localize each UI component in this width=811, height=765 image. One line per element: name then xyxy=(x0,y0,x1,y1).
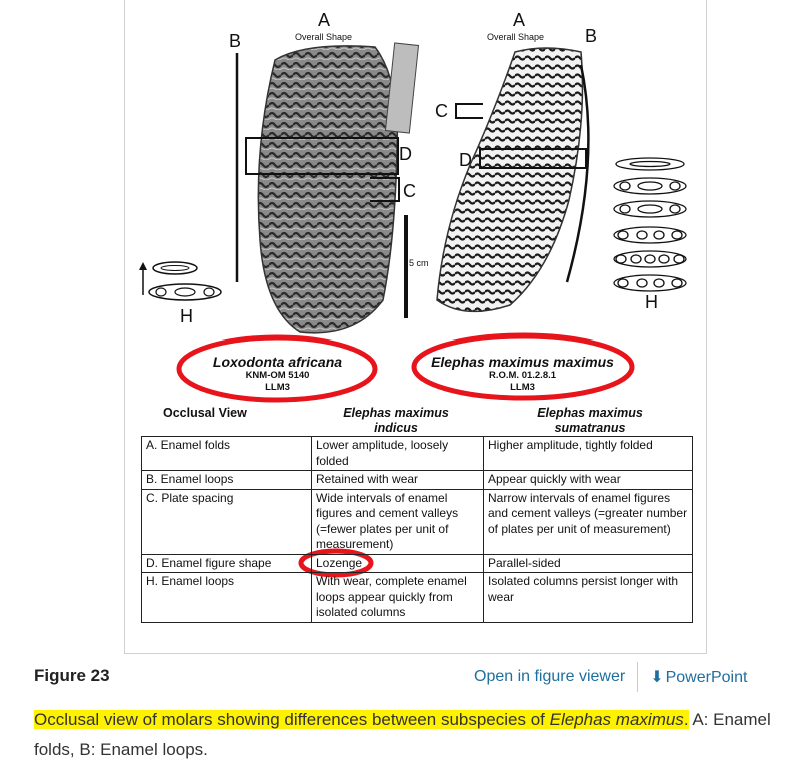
caption-italic-2: maximus xyxy=(615,710,684,729)
figure-links xyxy=(474,662,747,692)
table-row xyxy=(142,554,693,573)
label-h-right: H xyxy=(645,292,658,312)
label-a-right: A xyxy=(513,10,526,30)
header-occlusal-view: Occlusal View xyxy=(163,406,247,420)
species-right-id: R.O.M. 01.2.8.1 xyxy=(488,370,557,381)
label-d-right: D xyxy=(459,150,472,170)
table-cell: Wide intervals of enamel figures and cement valleys (=fewer plates per unit of measurement) xyxy=(312,489,484,554)
caption-italic-1: Elephas xyxy=(549,710,612,729)
comparison-table xyxy=(141,436,693,623)
species-left-name: Loxodonta africana xyxy=(212,354,343,370)
table-cell: C. Plate spacing xyxy=(142,489,312,554)
species-right-name: Elephas maximus maximus xyxy=(431,354,614,370)
table-cell: With wear, complete enamel loops appear quickly from isolated columns xyxy=(312,573,484,623)
table-cell: D. Enamel figure shape xyxy=(142,554,312,573)
open-figure-viewer-link[interactable]: Open in figure viewer xyxy=(474,668,626,685)
table-cell: H. Enamel loops xyxy=(142,573,312,623)
table-cell: Narrow intervals of enamel figures and cement valleys (=greater number of plates per unit of measurement) xyxy=(484,489,693,554)
species-left-tooth: LLM3 xyxy=(265,382,290,393)
label-b-left: B xyxy=(229,31,242,51)
scale-label: 5 cm xyxy=(409,258,429,268)
label-c-left: C xyxy=(403,181,416,201)
figure-caption xyxy=(34,705,794,765)
download-icon: ⬇ xyxy=(650,669,664,686)
loxodonta-molar xyxy=(258,46,397,333)
figure-image[interactable] xyxy=(124,0,707,654)
caption-highlight xyxy=(34,710,689,729)
caption-text-2: . xyxy=(683,710,689,729)
table-cell: Higher amplitude, tightly folded xyxy=(484,437,693,471)
tooth-illustrations xyxy=(125,0,706,340)
species-left-id: KNM-OM 5140 xyxy=(245,370,310,381)
table-cell: Retained with wear xyxy=(312,471,484,490)
caption-text-1: Occlusal view of molars showing differences between subspecies of xyxy=(34,710,550,729)
h-schematic-right xyxy=(614,158,686,291)
label-b-right: B xyxy=(585,26,598,46)
label-d-left: D xyxy=(399,144,412,164)
link-separator xyxy=(637,662,638,692)
label-h-left: H xyxy=(180,306,193,326)
table-cell: Lozenge xyxy=(312,554,484,573)
overall-shape-left: Overall Shape xyxy=(295,32,353,42)
table-row xyxy=(142,437,693,471)
c-box-right xyxy=(456,104,483,118)
powerpoint-link-label: PowerPoint xyxy=(665,669,748,686)
overall-shape-right: Overall Shape xyxy=(487,32,545,42)
caption-text-3: A: Enamel folds, B: Enamel loops. xyxy=(34,710,771,759)
table-cell: Isolated columns persist longer with wear xyxy=(484,573,693,623)
figure-title: Figure 23 xyxy=(34,666,110,685)
species-left xyxy=(185,354,370,394)
powerpoint-link[interactable] xyxy=(650,667,747,687)
table-row xyxy=(142,573,693,623)
table-cell: Parallel-sided xyxy=(484,554,693,573)
table-row xyxy=(142,489,693,554)
table-cell: Lower amplitude, loosely folded xyxy=(312,437,484,471)
species-right-tooth: LLM3 xyxy=(510,382,535,393)
table-cell: A. Enamel folds xyxy=(142,437,312,471)
table-cell: Appear quickly with wear xyxy=(484,471,693,490)
header-sumatranus: Elephas maximus sumatranus xyxy=(537,406,643,435)
table-cell: B. Enamel loops xyxy=(142,471,312,490)
header-indicus: Elephas maximus indicus xyxy=(343,406,449,435)
label-a-left: A xyxy=(318,10,331,30)
species-right xyxy=(415,354,630,394)
table-row xyxy=(142,471,693,490)
ruler xyxy=(385,43,418,133)
label-c-right: C xyxy=(435,101,448,121)
elephas-molar xyxy=(437,48,583,311)
